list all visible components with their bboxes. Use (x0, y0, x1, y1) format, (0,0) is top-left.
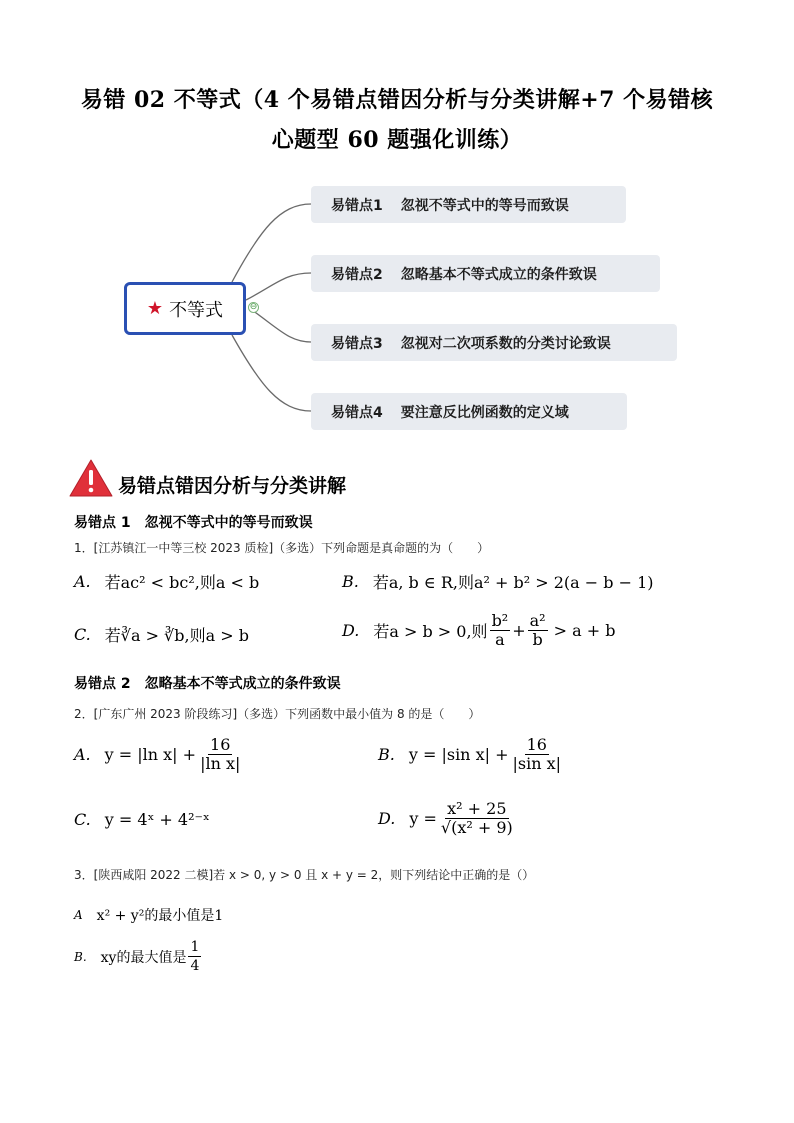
fraction (510, 736, 563, 773)
warning-icon (68, 458, 114, 498)
option-text: 若ac² < bc²,则a < b (104, 573, 260, 592)
option-label: B. (342, 572, 359, 591)
branch-key: 易错点4 (331, 404, 383, 421)
option-label: B. (378, 745, 395, 764)
connector-1 (232, 204, 311, 282)
connector-2 (246, 273, 311, 300)
option-prefix: xy的最大值是 (100, 949, 187, 966)
branch-text: 忽视不等式中的等号而致误 (400, 197, 569, 214)
question-2: 2．[广东广州 2023 阶段练习]（多选）下列函数中最小值为 8 的是（ ） (74, 707, 481, 721)
branch-key: 易错点3 (331, 335, 383, 352)
option-text: 若∛a > ∛b,则a > b (104, 626, 249, 645)
branch-3[interactable] (311, 324, 677, 361)
q2-option-b[interactable] (378, 736, 565, 773)
option-prefix: y = |ln x| + (104, 745, 197, 764)
connector-3 (252, 310, 311, 342)
connector-4 (232, 335, 311, 411)
branch-4[interactable] (311, 393, 627, 430)
denominator: 4 (190, 958, 200, 974)
document-title (40, 80, 754, 160)
option-label: A (74, 908, 83, 922)
option-label: D. (378, 809, 396, 828)
branch-key: 易错点2 (331, 266, 383, 283)
point1-heading: 易错点 1 忽视不等式中的等号而致误 (74, 515, 313, 531)
option-suffix: > a + b (553, 621, 616, 640)
plus-sign: + (512, 621, 526, 640)
option-prefix: y = (409, 809, 437, 828)
q3-option-a[interactable] (74, 905, 223, 925)
numerator: 16 (210, 735, 231, 754)
denominator: |sin x| (512, 754, 562, 773)
collapse-icon[interactable]: ⊖ (249, 302, 258, 312)
branch-2[interactable] (311, 255, 660, 292)
mind-map (0, 170, 794, 450)
branch-text: 忽略基本不等式成立的条件致误 (400, 266, 597, 283)
q1-option-d[interactable] (342, 612, 615, 649)
denominator: √(x² + 9) (440, 818, 513, 837)
numerator: x² + 25 (447, 799, 507, 818)
denominator: a (495, 630, 505, 649)
point2-heading: 易错点 2 忽略基本不等式成立的条件致误 (74, 676, 341, 692)
denominator: b (532, 630, 543, 649)
q2-option-a[interactable] (74, 736, 244, 773)
q1-option-b[interactable] (342, 570, 654, 593)
numerator: 16 (526, 735, 547, 754)
option-label: C. (74, 810, 91, 829)
q1-option-a[interactable] (74, 570, 259, 593)
numerator: b² (491, 611, 509, 630)
branch-1[interactable] (311, 186, 626, 223)
numerator: a² (529, 611, 546, 630)
option-text: y = 4ˣ + 4²⁻ˣ (104, 810, 210, 829)
fraction (198, 736, 242, 773)
title-line-1: 易错 02 不等式（4 个易错点错因分析与分类讲解+7 个易错核 (80, 87, 714, 113)
fraction (439, 800, 515, 837)
option-label: D. (342, 621, 360, 640)
section-title: 易错点错因分析与分类讲解 (118, 474, 347, 497)
title-line-2: 心题型 60 题强化训练） (271, 127, 523, 153)
root-label: 不等式 (169, 299, 224, 321)
q2-option-c[interactable] (74, 810, 210, 829)
question-3: 3．[陕西咸阳 2022 二模]若 x > 0, y > 0 且 x + y = 2，则下列结论中正确的是（） (74, 868, 535, 882)
fraction (188, 938, 201, 975)
option-prefix: 若a > b > 0,则 (373, 622, 488, 641)
option-label: C. (74, 625, 91, 644)
option-label: A. (74, 745, 91, 764)
option-text: 若a, b ∈ R,则a² + b² > 2(a − b − 1) (372, 573, 654, 592)
q2-option-d[interactable] (378, 800, 517, 837)
branch-key: 易错点1 (331, 197, 383, 214)
q1-option-c[interactable] (74, 623, 249, 646)
fraction (490, 612, 511, 649)
option-label: A. (74, 572, 91, 591)
option-text: x² + y²的最小值是1 (96, 908, 224, 924)
branch-text: 要注意反比例函数的定义域 (400, 404, 569, 421)
denominator: |ln x| (200, 754, 241, 773)
fraction (528, 612, 548, 649)
q3-option-b[interactable] (74, 938, 203, 975)
option-label: B. (74, 949, 87, 964)
section-header (68, 458, 346, 498)
numerator: 1 (190, 939, 200, 955)
question-1: 1．[江苏镇江一中等三校 2023 质检]（多选）下列命题是真命题的为（ ） (74, 541, 490, 555)
branch-text: 忽视对二次项系数的分类讨论致误 (400, 335, 611, 352)
mind-map-root[interactable] (124, 282, 246, 335)
star-icon: ★ (146, 298, 164, 319)
option-prefix: y = |sin x| + (408, 745, 509, 764)
